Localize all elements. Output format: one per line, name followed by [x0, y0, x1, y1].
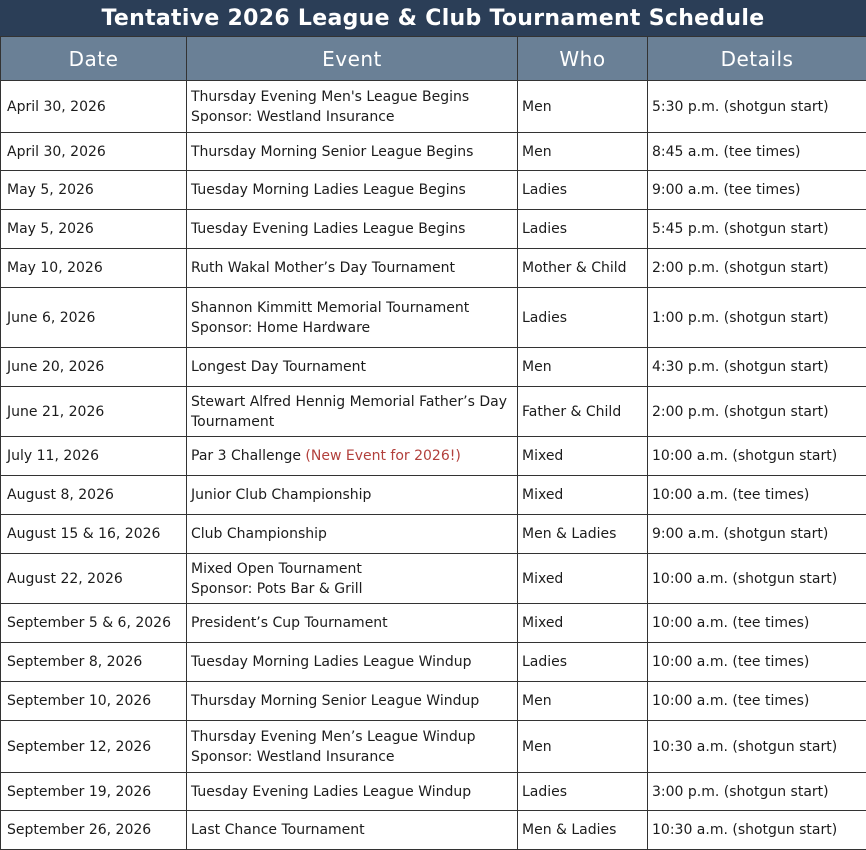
- event-name: Tuesday Morning Ladies League Windup: [191, 654, 472, 670]
- table-row: [1, 210, 866, 249]
- cell-date: August 15 & 16, 2026: [1, 515, 187, 554]
- event-name: Tuesday Evening Ladies League Begins: [191, 221, 465, 237]
- cell-who: Father & Child: [518, 387, 648, 437]
- event-name: Shannon Kimmitt Memorial Tournament: [191, 300, 469, 316]
- cell-who: Mixed: [518, 437, 648, 476]
- new-event-note: (New Event for 2026!): [305, 448, 460, 464]
- event-name: President’s Cup Tournament: [191, 615, 388, 631]
- cell-date: September 12, 2026: [1, 721, 187, 773]
- cell-date: April 30, 2026: [1, 133, 187, 171]
- table-row: [1, 81, 866, 133]
- cell-details: 10:00 a.m. (tee times): [648, 682, 866, 721]
- cell-event: [187, 133, 518, 171]
- cell-event: [187, 81, 518, 133]
- cell-details: 2:00 p.m. (shotgun start): [648, 387, 866, 437]
- cell-event: [187, 554, 518, 604]
- table-row: [1, 604, 866, 643]
- table-row: [1, 773, 866, 811]
- column-header-details: Details: [648, 37, 866, 81]
- table-row: [1, 811, 866, 850]
- page-title: Tentative 2026 League & Club Tournament Schedule: [0, 0, 866, 36]
- table-row: [1, 554, 866, 604]
- cell-details: 10:00 a.m. (tee times): [648, 476, 866, 515]
- event-name: Thursday Morning Senior League Begins: [191, 144, 473, 160]
- event-name: Tuesday Morning Ladies League Begins: [191, 182, 466, 198]
- cell-event: [187, 171, 518, 210]
- cell-date: September 19, 2026: [1, 773, 187, 811]
- cell-event: [187, 437, 518, 476]
- cell-details: 9:00 a.m. (shotgun start): [648, 515, 866, 554]
- table-row: [1, 288, 866, 348]
- cell-details: 5:30 p.m. (shotgun start): [648, 81, 866, 133]
- cell-event: [187, 773, 518, 811]
- cell-event: [187, 249, 518, 288]
- cell-event: [187, 604, 518, 643]
- cell-details: 10:30 a.m. (shotgun start): [648, 721, 866, 773]
- event-name: Thursday Evening Men's League Begins: [191, 89, 469, 105]
- cell-event: [187, 387, 518, 437]
- cell-date: September 8, 2026: [1, 643, 187, 682]
- cell-who: Men & Ladies: [518, 811, 648, 850]
- column-header-who: Who: [518, 37, 648, 81]
- cell-date: September 10, 2026: [1, 682, 187, 721]
- event-sponsor: Sponsor: Westland Insurance: [191, 107, 513, 127]
- cell-date: August 8, 2026: [1, 476, 187, 515]
- cell-who: Ladies: [518, 288, 648, 348]
- cell-who: Ladies: [518, 171, 648, 210]
- cell-date: September 26, 2026: [1, 811, 187, 850]
- event-name: Mixed Open Tournament: [191, 561, 362, 577]
- cell-details: 8:45 a.m. (tee times): [648, 133, 866, 171]
- cell-details: 2:00 p.m. (shotgun start): [648, 249, 866, 288]
- cell-details: 4:30 p.m. (shotgun start): [648, 348, 866, 387]
- cell-who: Men: [518, 682, 648, 721]
- column-header-date: Date: [1, 37, 187, 81]
- cell-event: [187, 811, 518, 850]
- table-row: [1, 348, 866, 387]
- schedule-table: [0, 36, 866, 850]
- cell-date: June 6, 2026: [1, 288, 187, 348]
- event-name: Par 3 Challenge: [191, 448, 301, 464]
- cell-date: September 5 & 6, 2026: [1, 604, 187, 643]
- event-name: Last Chance Tournament: [191, 822, 365, 838]
- cell-date: July 11, 2026: [1, 437, 187, 476]
- cell-who: Mixed: [518, 604, 648, 643]
- cell-event: [187, 288, 518, 348]
- event-name: Longest Day Tournament: [191, 359, 366, 375]
- cell-who: Ladies: [518, 643, 648, 682]
- table-row: [1, 515, 866, 554]
- cell-who: Men: [518, 133, 648, 171]
- cell-details: 10:00 a.m. (shotgun start): [648, 554, 866, 604]
- cell-date: April 30, 2026: [1, 81, 187, 133]
- cell-date: May 5, 2026: [1, 171, 187, 210]
- event-name: Tuesday Evening Ladies League Windup: [191, 784, 471, 800]
- cell-who: Mother & Child: [518, 249, 648, 288]
- event-sponsor: Sponsor: Pots Bar & Grill: [191, 579, 513, 599]
- cell-who: Men: [518, 721, 648, 773]
- cell-who: Ladies: [518, 210, 648, 249]
- event-name: Ruth Wakal Mother’s Day Tournament: [191, 260, 455, 276]
- cell-event: [187, 682, 518, 721]
- cell-who: Men & Ladies: [518, 515, 648, 554]
- cell-who: Men: [518, 81, 648, 133]
- cell-date: May 5, 2026: [1, 210, 187, 249]
- cell-details: 10:00 a.m. (tee times): [648, 604, 866, 643]
- cell-event: [187, 348, 518, 387]
- event-sponsor: Sponsor: Westland Insurance: [191, 747, 513, 767]
- cell-who: Ladies: [518, 773, 648, 811]
- table-row: [1, 249, 866, 288]
- cell-event: [187, 515, 518, 554]
- cell-event: [187, 476, 518, 515]
- cell-date: May 10, 2026: [1, 249, 187, 288]
- cell-event: [187, 643, 518, 682]
- cell-details: 1:00 p.m. (shotgun start): [648, 288, 866, 348]
- cell-event: [187, 210, 518, 249]
- event-sponsor: Sponsor: Home Hardware: [191, 318, 513, 338]
- column-header-event: Event: [187, 37, 518, 81]
- table-row: [1, 133, 866, 171]
- cell-date: August 22, 2026: [1, 554, 187, 604]
- table-row: [1, 476, 866, 515]
- table-row: [1, 171, 866, 210]
- table-row: [1, 682, 866, 721]
- cell-details: 10:00 a.m. (tee times): [648, 643, 866, 682]
- cell-details: 10:30 a.m. (shotgun start): [648, 811, 866, 850]
- cell-details: 10:00 a.m. (shotgun start): [648, 437, 866, 476]
- cell-who: Mixed: [518, 476, 648, 515]
- cell-event: [187, 721, 518, 773]
- cell-who: Men: [518, 348, 648, 387]
- cell-details: 5:45 p.m. (shotgun start): [648, 210, 866, 249]
- event-name: Thursday Evening Men’s League Windup: [191, 729, 476, 745]
- table-row: [1, 643, 866, 682]
- cell-date: June 21, 2026: [1, 387, 187, 437]
- event-name: Club Championship: [191, 526, 327, 542]
- event-name: Thursday Morning Senior League Windup: [191, 693, 479, 709]
- table-header-row: [1, 37, 866, 81]
- event-name: Stewart Alfred Hennig Memorial Father’s Day Tournament: [191, 394, 507, 430]
- cell-who: Mixed: [518, 554, 648, 604]
- event-name: Junior Club Championship: [191, 487, 371, 503]
- cell-date: June 20, 2026: [1, 348, 187, 387]
- cell-details: 3:00 p.m. (shotgun start): [648, 773, 866, 811]
- table-row: [1, 437, 866, 476]
- cell-details: 9:00 a.m. (tee times): [648, 171, 866, 210]
- table-row: [1, 387, 866, 437]
- table-row: [1, 721, 866, 773]
